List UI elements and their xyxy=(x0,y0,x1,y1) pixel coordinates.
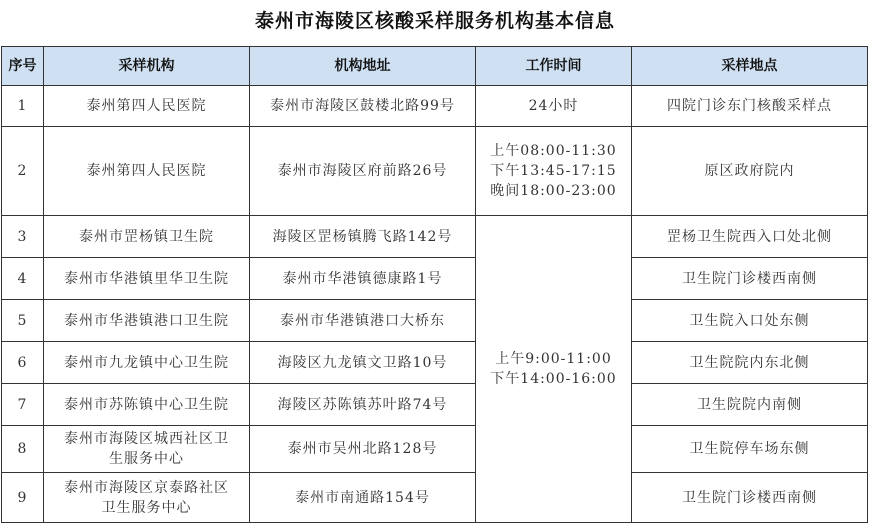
sampling-place: 卫生院院内东北侧 xyxy=(632,342,868,384)
hours-morning: 上午9:00-11:00 xyxy=(495,351,612,367)
header-org: 采样机构 xyxy=(44,47,250,86)
table-row xyxy=(2,216,868,258)
row-number: 1 xyxy=(2,86,44,127)
org-address: 海陵区九龙镇文卫路10号 xyxy=(250,342,476,384)
org-address: 泰州市华港镇港口大桥东 xyxy=(250,300,476,342)
org-name xyxy=(44,473,250,523)
header-place: 采样地点 xyxy=(632,47,868,86)
table-row xyxy=(2,86,868,127)
row-number: 5 xyxy=(2,300,44,342)
sampling-info-table xyxy=(1,46,868,523)
row-number: 3 xyxy=(2,216,44,258)
row-number: 7 xyxy=(2,384,44,426)
header-no: 序号 xyxy=(2,47,44,86)
table-row xyxy=(2,258,868,300)
org-name: 泰州市华港镇里华卫生院 xyxy=(44,258,250,300)
row-number: 6 xyxy=(2,342,44,384)
org-name xyxy=(44,426,250,473)
hours-afternoon: 下午14:00-16:00 xyxy=(490,371,617,387)
org-address: 海陵区罡杨镇腾飞路142号 xyxy=(250,216,476,258)
sampling-place: 四院门诊东门核酸采样点 xyxy=(632,86,868,127)
table-row xyxy=(2,300,868,342)
org-name: 泰州市华港镇港口卫生院 xyxy=(44,300,250,342)
org-address: 泰州市吴州北路128号 xyxy=(250,426,476,473)
header-address: 机构地址 xyxy=(250,47,476,86)
sampling-place: 罡杨卫生院西入口处北侧 xyxy=(632,216,868,258)
work-hours xyxy=(476,127,632,216)
header-hours: 工作时间 xyxy=(476,47,632,86)
table-row xyxy=(2,127,868,216)
org-address: 泰州市海陵区鼓楼北路99号 xyxy=(250,86,476,127)
sampling-place: 卫生院门诊楼西南侧 xyxy=(632,473,868,523)
org-name-line: 泰州市海陵区京泰路社区 xyxy=(64,479,229,496)
page-title: 泰州市海陵区核酸采样服务机构基本信息 xyxy=(254,10,615,32)
org-name: 泰州市苏陈镇中心卫生院 xyxy=(44,384,250,426)
table-row xyxy=(2,384,868,426)
org-address: 泰州市海陵区府前路26号 xyxy=(250,127,476,216)
row-number: 2 xyxy=(2,127,44,216)
table-row xyxy=(2,426,868,473)
work-hours: 24小时 xyxy=(476,86,632,127)
work-hours-shared xyxy=(476,216,632,523)
sampling-place: 原区政府院内 xyxy=(632,127,868,216)
sampling-place: 卫生院入口处东侧 xyxy=(632,300,868,342)
org-name: 泰州市九龙镇中心卫生院 xyxy=(44,342,250,384)
sampling-place: 卫生院门诊楼西南侧 xyxy=(632,258,868,300)
hours-afternoon: 下午13:45-17:15 xyxy=(490,163,617,179)
org-address: 泰州市南通路154号 xyxy=(250,473,476,523)
row-number: 4 xyxy=(2,258,44,300)
org-address: 海陵区苏陈镇苏叶路74号 xyxy=(250,384,476,426)
org-name-line: 泰州市海陵区城西社区卫 xyxy=(64,431,229,447)
hours-evening: 晚间18:00-23:00 xyxy=(490,183,617,199)
row-number: 9 xyxy=(2,473,44,523)
sampling-place: 卫生院院内南侧 xyxy=(632,384,868,426)
org-address: 泰州市华港镇德康路1号 xyxy=(250,258,476,300)
org-name: 泰州市罡杨镇卫生院 xyxy=(44,216,250,258)
table-row xyxy=(2,473,868,523)
org-name-line: 生服务中心 xyxy=(109,451,184,467)
hours-morning: 上午08:00-11:30 xyxy=(490,143,617,159)
org-name: 泰州第四人民医院 xyxy=(44,127,250,216)
table-row xyxy=(2,342,868,384)
row-number: 8 xyxy=(2,426,44,473)
org-name: 泰州第四人民医院 xyxy=(44,86,250,127)
org-name-line: 卫生服务中心 xyxy=(101,499,192,516)
table-header-row xyxy=(2,47,868,86)
sampling-place: 卫生院停车场东侧 xyxy=(632,426,868,473)
